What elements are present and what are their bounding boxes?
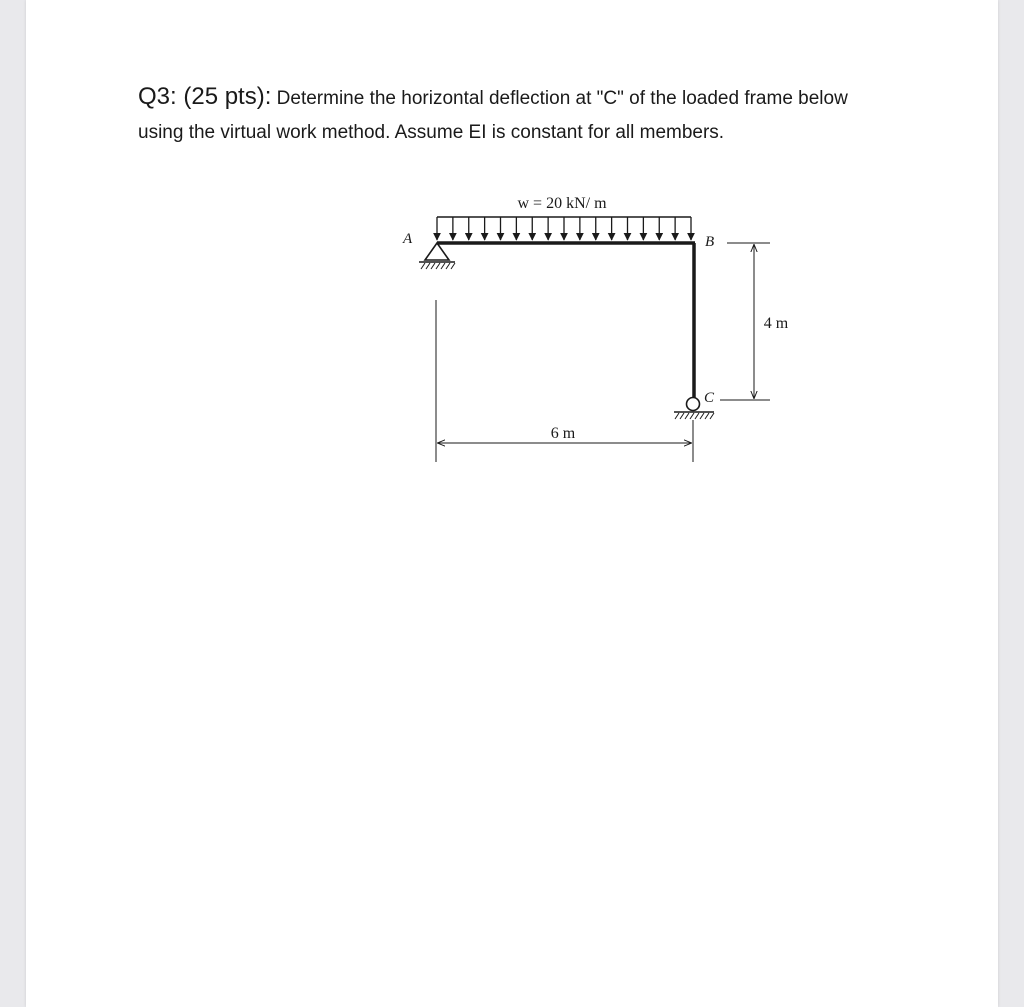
height-dimension [720,243,770,400]
span-label: 6 m [550,425,576,442]
node-a-label: A [403,231,413,247]
pin-support-a [419,243,455,269]
load-label: w = 20 kN/ m [517,195,607,212]
question-label: Q3: (25 pts): [138,83,272,110]
height-label: 4 m [763,315,789,332]
distributed-load [437,217,691,240]
node-c-label: C [704,390,715,406]
load-arrows [437,217,691,240]
question-body: Determine the horizontal deflection at "C" of the loaded frame below using the virtual work method. Assume EI is constant for all members. [138,88,848,143]
node-b-label: B [705,234,715,250]
